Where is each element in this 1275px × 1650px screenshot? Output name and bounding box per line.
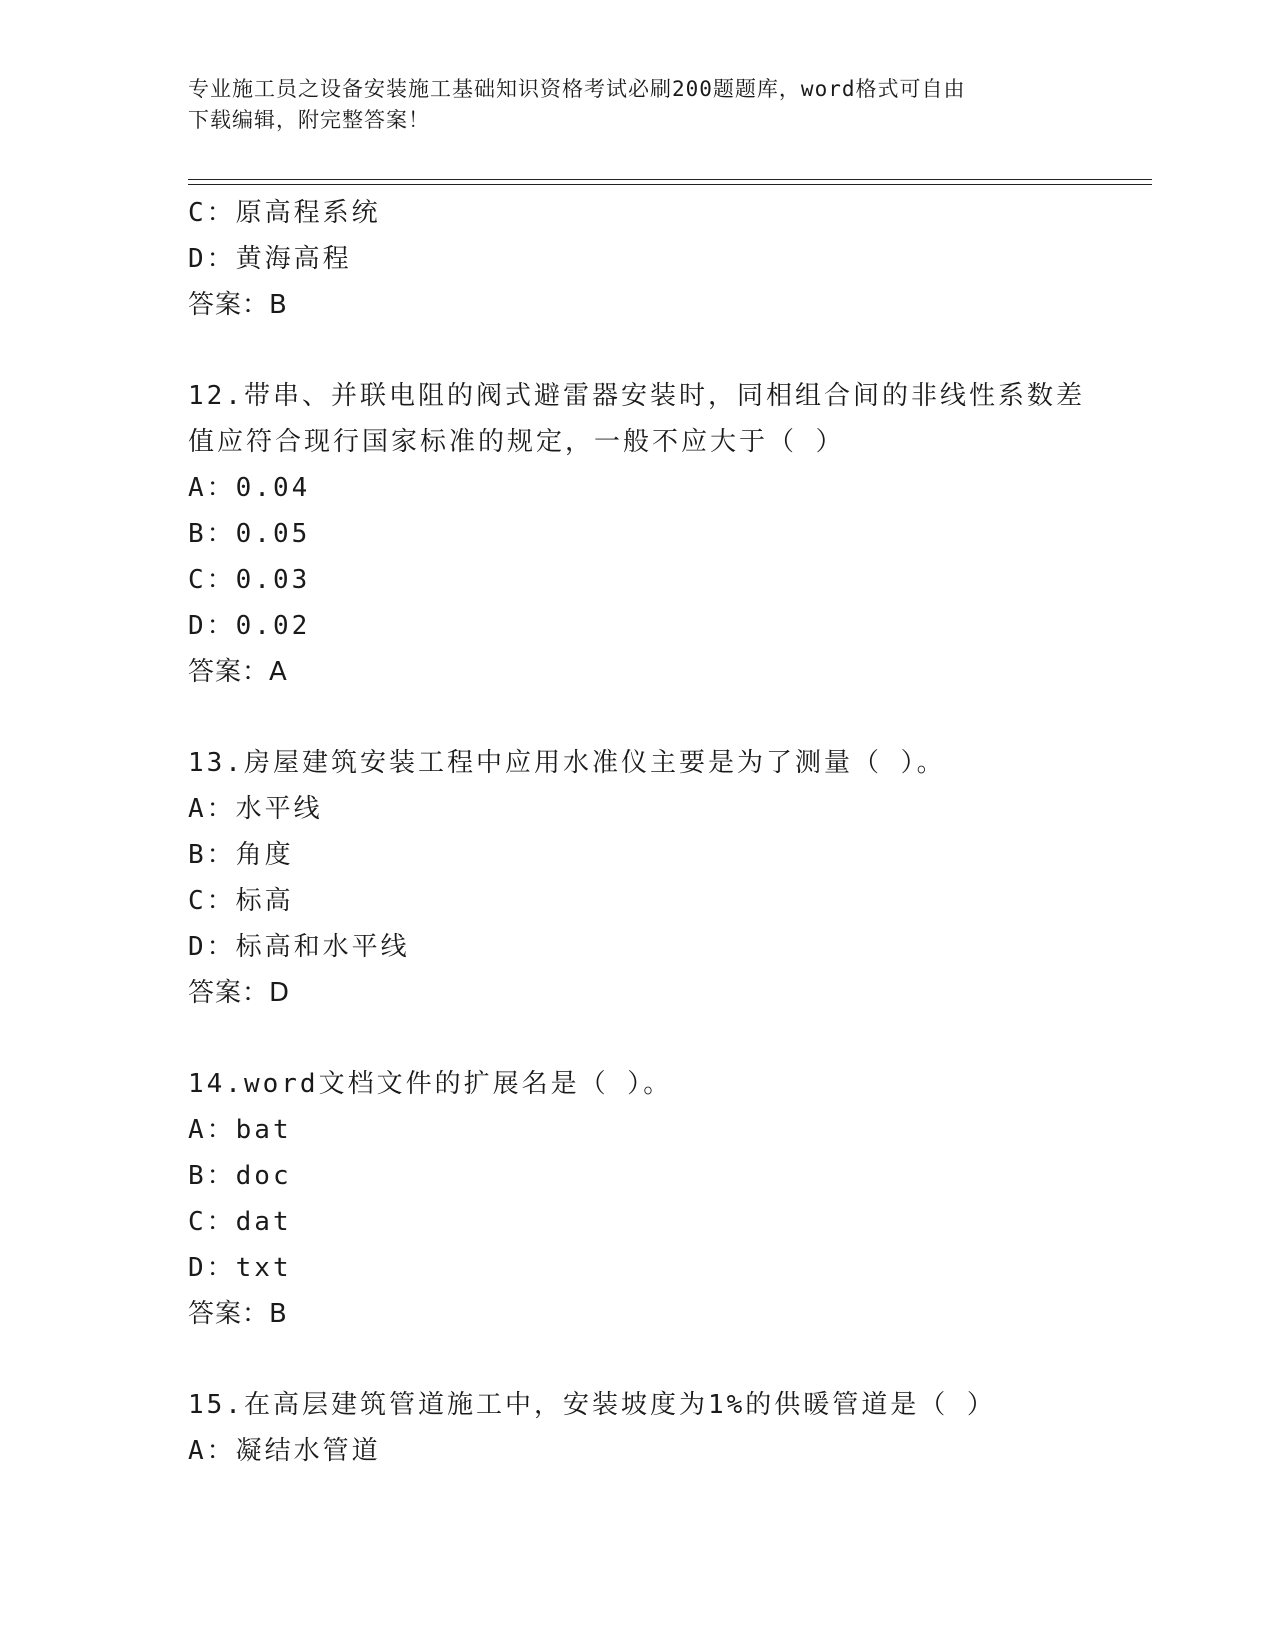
option-c: C：0.03 [188, 565, 311, 595]
header-divider-top [188, 179, 1152, 180]
option-d: D：黄海高程 [188, 244, 352, 274]
option-a: A：水平线 [188, 794, 323, 824]
answer-line: 答案：B [188, 1299, 288, 1329]
header-title-line-2: 下载编辑，附完整答案！ [188, 108, 430, 132]
option-c: C：dat [188, 1207, 292, 1237]
question-list [188, 190, 1148, 1474]
option-d: D：0.02 [188, 611, 311, 641]
answer-line: 答案：B [188, 290, 288, 320]
answer-line: 答案：D [188, 978, 291, 1008]
option-b: B：0.05 [188, 519, 311, 549]
option-c: C：原高程系统 [188, 198, 381, 228]
question-stem: 13.房屋建筑安装工程中应用水准仪主要是为了测量（ ）。 [188, 748, 946, 778]
spacer [188, 1016, 1148, 1061]
spacer [188, 328, 1148, 373]
question-11-continuation [188, 190, 1148, 328]
option-a: A：凝结水管道 [188, 1436, 381, 1466]
option-d: D：标高和水平线 [188, 932, 410, 962]
header-title-line-1: 专业施工员之设备安装施工基础知识资格考试必刷200题题库，word格式可自由 [188, 77, 966, 101]
question-12 [188, 373, 1148, 695]
answer-line: 答案：A [188, 657, 288, 687]
option-a: A：bat [188, 1115, 292, 1145]
question-stem: 15.在高层建筑管道施工中，安装坡度为1%的供暖管道是（ ） [188, 1390, 996, 1420]
option-d: D：txt [188, 1253, 292, 1283]
header-divider-bottom [188, 184, 1152, 185]
option-b: B：doc [188, 1161, 292, 1191]
spacer [188, 695, 1148, 740]
document-header [188, 74, 1088, 136]
option-b: B：角度 [188, 840, 294, 870]
option-a: A：0.04 [188, 473, 311, 503]
spacer [188, 1337, 1148, 1382]
option-c: C：标高 [188, 886, 294, 916]
question-stem: 12.带串、并联电阻的阀式避雷器安装时，同相组合间的非线性系数差 [188, 381, 1085, 411]
question-stem: 14.word文档文件的扩展名是（ ）。 [188, 1069, 673, 1099]
question-14 [188, 1061, 1148, 1337]
question-stem-continued: 值应符合现行国家标准的规定，一般不应大于（ ） [188, 427, 845, 457]
question-15 [188, 1382, 1148, 1474]
question-13 [188, 740, 1148, 1016]
